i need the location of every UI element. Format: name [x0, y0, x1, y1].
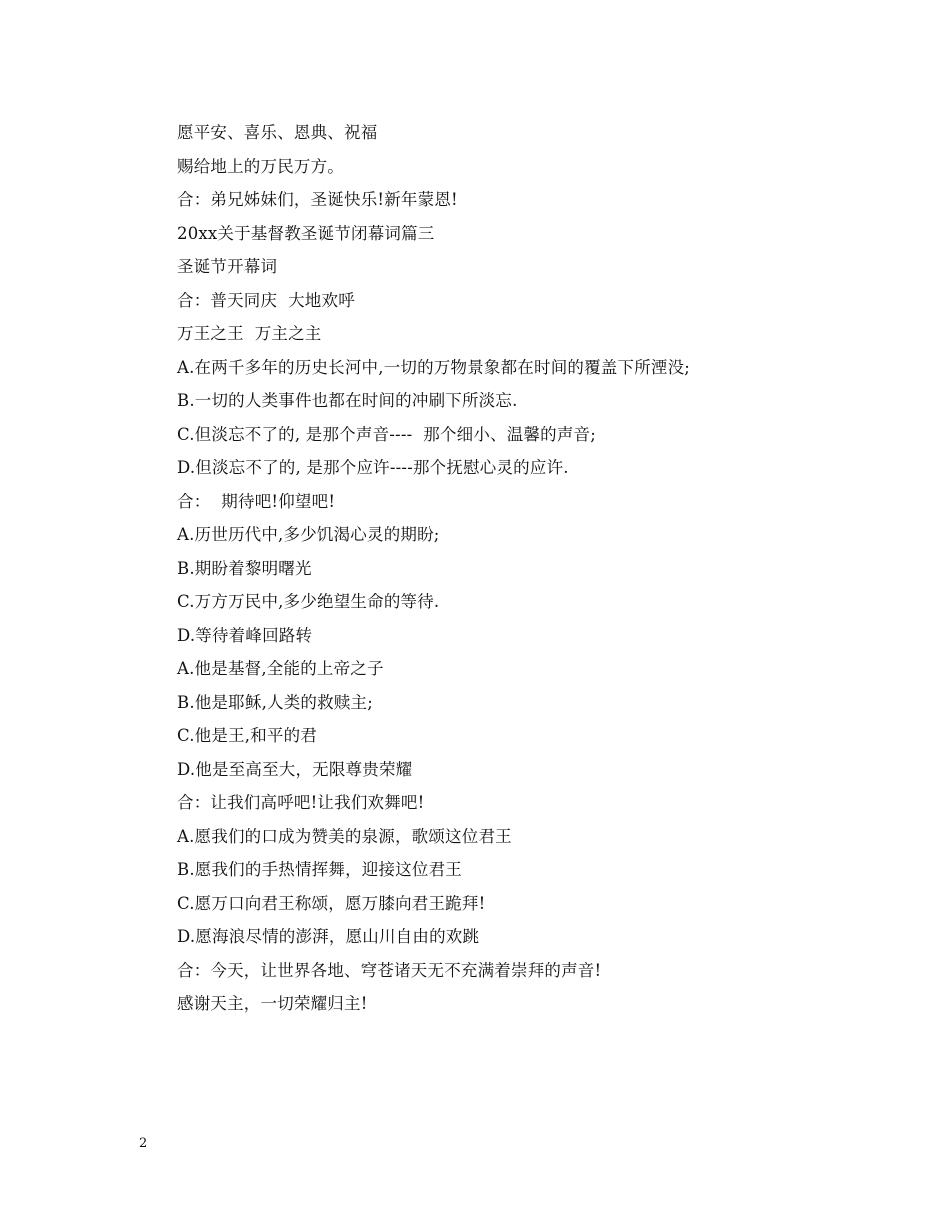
text-line: D.但淡忘不了的, 是那个应许----那个抚慰心灵的应许.	[177, 458, 569, 477]
text-line: B.他是耶稣,人类的救赎主;	[177, 692, 373, 712]
text-line: B.期盼着黎明曙光	[177, 558, 312, 578]
text-line: C.他是王,和平的君	[177, 726, 318, 745]
subsection-title: 圣诞节开幕词	[177, 257, 278, 276]
text-line: A.在两千多年的历史长河中,一切的万物景象都在时间的覆盖下所湮没;	[177, 357, 691, 377]
text-line: D.等待着峰回路转	[177, 625, 313, 645]
text-line: 合： 期待吧!仰望吧!	[177, 491, 336, 511]
text-line: 合：让我们高呼吧!让我们欢舞吧!	[177, 793, 425, 812]
text-line: 合：今天，让世界各地、穹苍诸天无不充满着崇拜的声音!	[177, 960, 602, 980]
text-line: 万王之王 万主之主	[177, 324, 322, 343]
page-number: 2	[139, 1136, 148, 1151]
text-line: C.万方万民中,多少绝望生命的等待.	[177, 592, 440, 611]
document-body	[177, 116, 897, 1021]
text-line: D.他是至高至大，无限尊贵荣耀	[177, 759, 413, 779]
text-line: 赐给地上的万民万方。	[177, 156, 344, 176]
text-line: A.愿我们的口成为赞美的泉源，歌颂这位君王	[177, 826, 512, 846]
text-line: D.愿海浪尽情的澎湃，愿山川自由的欢跳	[177, 927, 480, 946]
text-line: 愿平安、喜乐、恩典、祝福	[177, 123, 378, 142]
text-line: 合：普天同庆 大地欢呼	[177, 290, 355, 310]
text-line: B.一切的人类事件也都在时间的冲刷下所淡忘.	[177, 391, 518, 410]
text-line: 合：弟兄姊妹们，圣诞快乐!新年蒙恩!	[177, 190, 458, 209]
text-line: B.愿我们的手热情挥舞，迎接这位君王	[177, 860, 462, 879]
text-line: A.他是基督,全能的上帝之子	[177, 659, 384, 678]
text-line: C.愿万口向君王称颂，愿万膝向君王跪拜!	[177, 893, 486, 913]
text-line: 感谢天主，一切荣耀归主!	[177, 994, 368, 1013]
section-title: 20xx关于基督教圣诞节闭幕词篇三	[177, 223, 435, 243]
text-line: A.历世历代中,多少饥渴心灵的期盼;	[177, 525, 440, 544]
text-line: C.但淡忘不了的, 是那个声音---- 那个细小、温馨的声音;	[177, 424, 597, 444]
